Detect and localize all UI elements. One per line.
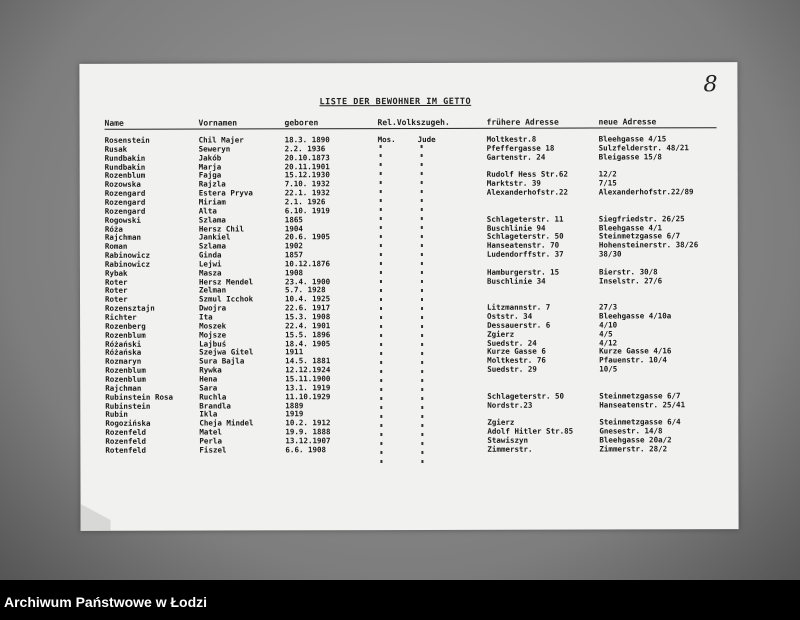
cell-born: 1919 [285,409,304,419]
cell-name: Rundbakin [104,162,146,172]
cell-born: 5.7. 1928 [284,285,326,295]
cell-name: Roter [104,277,128,287]
cell-former-address: Schlageterstr. 11 [486,214,564,224]
cell-former-address: Zimmerstr. [487,444,533,454]
cell-name: Różański [105,339,142,349]
cell-born: 1902 [284,241,303,251]
cell-new-address: 12/2 [598,169,617,179]
cell-first-names: Hersz Mendel [198,277,254,287]
cell-former-address: Schlageterstr. 50 [486,231,564,242]
cell-former-address: Hanseatenstr. 70 [486,240,560,250]
cell-new-address: Kurze Gasse 4/16 [599,346,672,356]
column-header-former-address: frühere Adresse [486,117,559,127]
cell-first-names: Mojsze [199,330,227,340]
cell-born: 18.4. 1905 [285,338,331,348]
cell-name: Richter [105,312,137,322]
cell-new-address: Pfauenstr. 10/4 [599,355,667,365]
cell-new-address: Gnesestr. 14/8 [599,426,663,436]
cell-religion: Mos. [377,135,396,145]
cell-born: 13.1. 1919 [285,383,331,393]
cell-first-names: Estera Pryva [198,188,253,198]
cell-first-names: Masza [198,268,222,278]
cell-new-address: Bleigasse 15/8 [598,152,662,162]
cell-first-names: Ginda [198,250,222,260]
cell-new-address: Steinmetzgasse 6/7 [599,390,681,401]
cell-former-address: Kurze Gasse 6 [487,347,546,357]
cell-former-address: Moltkestr. 76 [487,355,546,366]
cell-first-names: Szlama [198,241,226,251]
cell-name: Rozowska [104,179,141,190]
cell-new-address: 27/3 [599,302,618,312]
cell-former-address: Oststr. 34 [487,311,533,321]
cell-first-names: Fajga [198,170,222,180]
cell-born: 6.6. 1908 [285,444,327,455]
cell-born: 15.12.1930 [284,170,330,180]
cell-born: 15.11.1900 [285,374,331,384]
cell-name: Rusak [104,144,128,154]
cell-name: Rotenfeld [105,445,147,455]
cell-born: 2.2. 1936 [284,144,326,154]
cell-name: Rajchman [105,383,142,393]
cell-former-address: Adolf Hitler Str.85 [487,426,574,436]
cell-first-names: Szmul Icchok [198,294,254,304]
cell-born: 22.1. 1932 [284,188,330,198]
cell-nationality: Jude [417,134,436,144]
cell-born: 15.3. 1908 [285,312,331,322]
cell-name: Rubinstein Rosa [105,392,174,402]
cell-new-address: Bleehgasse 4/10a [599,311,672,321]
cell-born: 20.11.1901 [284,161,330,171]
cell-first-names: Jankiel [198,232,231,242]
cell-former-address: Pfeffergasse 18 [486,143,555,153]
cell-born: 10.12.1876 [284,259,331,269]
cell-name: Rozenblum [105,330,146,340]
cell-new-address: Bleehgasse 4/1 [598,222,663,233]
cell-name: Rubinstein [105,401,151,411]
cell-former-address: Alexanderhofstr.22 [486,187,569,197]
cell-first-names: Szlama [198,215,226,225]
cell-new-address: 10/5 [599,364,618,374]
cell-born: 14.5. 1881 [285,356,331,366]
cell-name: Rozengard [104,206,146,216]
cell-name: Rubin [105,410,128,420]
cell-born: 20.6. 1905 [284,232,331,242]
cell-name: Rozengard [104,197,146,207]
cell-new-address: 4/10 [599,320,618,330]
cell-name: Rajchman [104,233,141,243]
cell-former-address: Marktstr. 39 [486,178,541,189]
cell-born: 6.10. 1919 [284,206,330,216]
column-header-name: Name [104,118,124,128]
cell-born: 12.12.1924 [285,365,331,375]
cell-born: 1857 [284,250,303,260]
cell-new-address: Bleehgasse 4/15 [598,134,667,144]
cell-born: 11.10.1929 [285,391,331,401]
cell-name: Rozenfeld [105,427,147,437]
header-rule [105,127,717,130]
cell-first-names: Ruchla [199,392,227,402]
archive-footer [0,580,800,620]
cell-new-address: Bleehgasse 20a/2 [599,435,672,445]
cell-born: 1911 [285,347,304,357]
cell-new-address: 4/5 [599,329,613,339]
cell-name: Różańska [105,348,142,358]
cell-first-names: Brandla [199,400,231,411]
page-number: 8 [703,72,718,98]
cell-new-address: Sulzfelderstr. 48/21 [598,143,689,153]
cell-born: 22.4. 1901 [285,321,331,331]
cell-born: 23.4. 1900 [284,276,331,286]
cell-former-address: Ludendorffstr. 37 [486,249,564,259]
cell-new-address: Steinmetzgasse 6/7 [598,231,681,241]
cell-former-address: Litzmannstr. 7 [487,302,551,312]
cell-name: Rosenstein [104,135,150,145]
cell-first-names: Perla [199,436,222,446]
archive-name: Archiwum Państwowe w Łodzi [4,594,208,610]
cell-first-names: Hersz Chil [198,223,244,234]
cell-first-names: Alta [198,206,217,216]
cell-new-address: Bierstr. 30/8 [598,267,658,277]
cell-name: Rybak [104,268,128,278]
cell-name: Rozenblum [105,365,146,375]
cell-name: Rabinowicz [104,250,151,260]
cell-born: 1865 [284,214,303,224]
cell-born: 2.1. 1926 [284,197,326,207]
cell-first-names: Rywka [199,365,222,375]
cell-new-address: Zimmerstr. 28/2 [599,444,668,454]
document-sheet [79,62,738,531]
cell-name: Roter [104,295,128,305]
cell-born: 13.12.1907 [285,436,331,446]
cell-name: Rogozińska [105,418,151,428]
cell-first-names: Lejwi [198,259,222,269]
cell-former-address: Gartenstr. 24 [486,152,546,162]
cell-first-names: Ikla [199,409,218,419]
cell-new-address: Alexanderhofstr.22/89 [598,187,694,197]
cell-name: Roter [104,286,128,296]
cell-first-names: Rajzla [198,179,226,189]
column-header-first-names: Vornamen [198,118,238,128]
cell-first-names: Hena [199,374,218,384]
cell-new-address: Inselstr. 27/6 [598,275,663,286]
cell-name: Rundbakin [104,153,146,163]
cell-name: Róża [104,224,123,234]
cell-born: 18.3. 1890 [284,135,330,145]
cell-former-address: Suedstr. 29 [487,364,537,374]
cell-born: 1889 [285,400,304,410]
cell-first-names: Fiszel [199,445,227,455]
column-header-religion-nationality: Rel.Volkszugeh. [377,117,450,128]
cell-former-address: Schlageterstr. 50 [487,391,565,401]
cell-new-address: Steinmetzgasse 6/4 [599,417,681,427]
paper-tear [81,504,111,531]
cell-first-names: Szejwa Gitel [199,347,254,357]
cell-name: Rozengard [104,188,146,198]
cell-former-address: Rudolf Hess Str.62 [486,169,568,180]
cell-new-address: Hanseatenstr. 25/41 [599,399,686,410]
cell-first-names: Zelman [198,285,227,295]
cell-name: Rogowski [104,215,141,225]
cell-new-address: Siegfriedstr. 26/25 [598,213,685,224]
cell-former-address: Suedstr. 24 [487,338,537,348]
cell-former-address: Dessauerstr. 6 [487,320,551,330]
cell-first-names: Chil Majer [198,135,244,145]
cell-former-address: Buschlinie 34 [486,276,546,286]
cell-former-address: Zgierz [487,329,515,339]
table-row [80,444,738,455]
cell-first-names: Sara [199,383,218,393]
cell-name: Roman [104,241,128,251]
cell-new-address: Hohensteinerstr. 38/26 [598,240,699,250]
cell-new-address: 4/12 [599,338,618,348]
cell-name: Rozenfeld [105,436,147,446]
cell-first-names: Moszek [199,321,227,331]
cell-born: 1904 [284,223,303,233]
cell-first-names: Sura Bajla [199,356,245,366]
cell-born: 1908 [284,268,304,278]
cell-new-address: 7/15 [598,178,617,188]
cell-name: Rabinowicz [104,259,151,269]
column-header-new-address: neue Adresse [598,117,657,127]
cell-first-names: Dwojra [199,303,227,313]
document-title: LISTE DER BEWOHNER IM GETTO [319,96,472,108]
cell-name: Rozenblum [105,374,146,384]
cell-first-names: Marja [198,162,222,172]
cell-former-address: Zgierz [487,417,515,427]
cell-born: 10.2. 1912 [285,418,331,428]
cell-former-address: Nordstr.23 [487,400,533,410]
cell-first-names: Miriam [198,197,226,207]
cell-born: 15.5. 1896 [285,329,331,340]
cell-first-names: Lajbuś [199,339,227,349]
cell-born: 20.10.1873 [284,152,330,163]
cell-first-names: Cheja Mindel [199,418,254,428]
cell-new-address: 38/30 [598,249,622,259]
cell-first-names: Jakób [198,153,222,163]
cell-born: 7.10. 1932 [284,179,330,189]
cell-first-names: Seweryn [198,144,231,154]
cell-first-names: Matel [199,427,222,437]
cell-name: Rozenblum [104,171,146,181]
cell-first-names: Ita [199,312,213,322]
cell-former-address: Hamburgerstr. 15 [486,267,560,277]
cell-former-address: Stawiszyn [487,435,529,445]
cell-former-address: Buschlinie 94 [486,223,546,233]
cell-born: 10.4. 1925 [284,294,331,304]
cell-born: 22.6. 1917 [285,303,331,313]
cell-born: 19.9. 1888 [285,427,331,437]
cell-name: Rozmaryn [105,356,142,367]
cell-former-address: Moltkestr.8 [486,134,537,144]
cell-name: Rozenberg [105,321,146,331]
cell-name: Rozensztajn [105,303,155,313]
column-header-born: geboren [284,118,319,128]
